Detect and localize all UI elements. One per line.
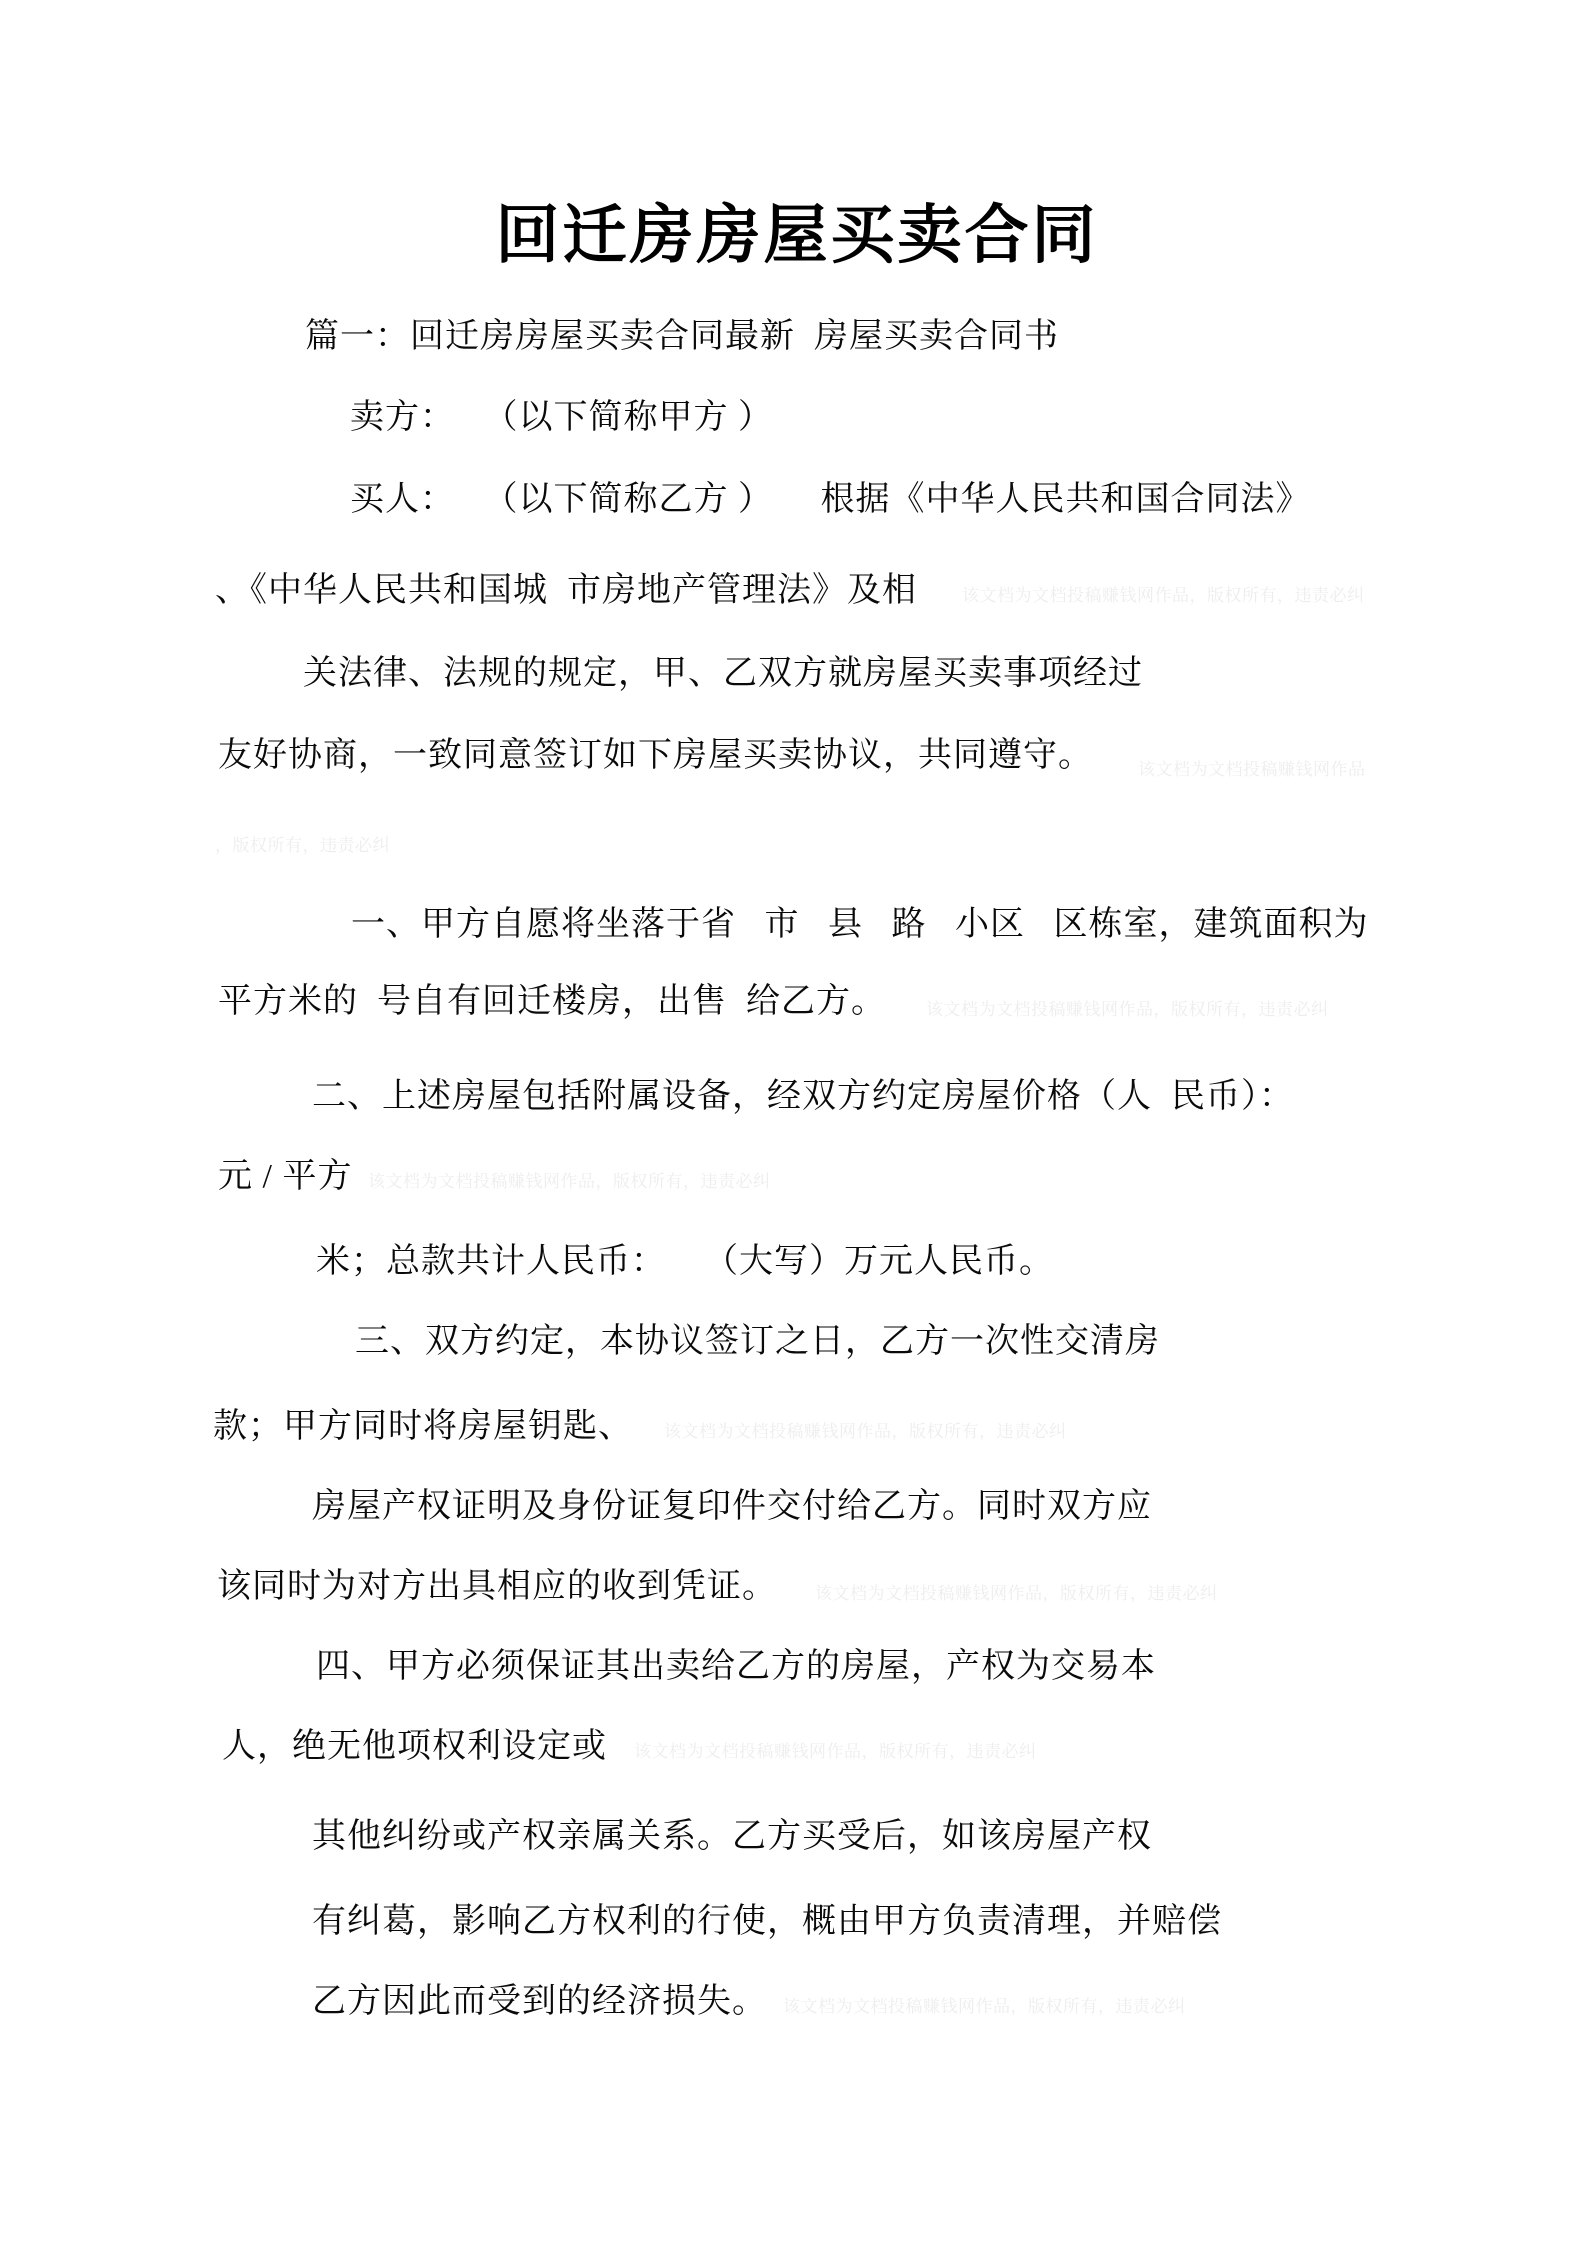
- text-line: 关法律、法规的规定，甲、乙双方就房屋买卖事项经过: [303, 655, 1143, 692]
- watermark-text: 该文档为文档投稿赚钱网作品，版权所有，违责必纠: [926, 1000, 1329, 1020]
- watermark-text: 该文档为文档投稿赚钱网作品: [1138, 760, 1366, 780]
- text-line: 篇一：回迁房房屋买卖合同最新 房屋买卖合同书: [305, 318, 1059, 355]
- text-line: 一、甲方自愿将坐落于省 市 县 路 小区 区栋室，建筑面积为: [351, 906, 1369, 943]
- watermark-text: 该文档为文档投稿赚钱网作品，版权所有，违责必纠: [664, 1422, 1067, 1442]
- text-line: 买人： （以下简称乙方 ） 根据《中华人民共和国合同法》: [350, 481, 1311, 518]
- text-line: 三、双方约定，本协议签订之日，乙方一次性交清房: [355, 1323, 1160, 1360]
- text-line: 四、甲方必须保证其出卖给乙方的房屋，产权为交易本: [316, 1648, 1156, 1685]
- watermark-text: 该文档为文档投稿赚钱网作品，版权所有，违责必纠: [815, 1584, 1218, 1604]
- text-line: 卖方： （以下简称甲方 ）: [350, 399, 773, 436]
- text-line: 平方米的 号自有回迁楼房，出售 给乙方。: [218, 983, 886, 1020]
- text-line: 元 / 平方: [218, 1158, 353, 1195]
- text-line: 乙方因此而受到的经济损失。: [312, 1983, 767, 2020]
- document-title: 回迁房房屋买卖合同: [495, 199, 1099, 271]
- text-line: 其他纠纷或产权亲属关系。乙方买受后，如该房屋产权: [312, 1818, 1152, 1855]
- text-line: 该同时为对方出具相应的收到凭证。: [217, 1568, 777, 1605]
- text-line: 二、上述房屋包括附属设备，经双方约定房屋价格（人 民币）：: [312, 1078, 1294, 1115]
- watermark-text: 该文档为文档投稿赚钱网作品，版权所有，违责必纠: [962, 586, 1365, 606]
- text-line: 友好协商，一致同意签订如下房屋买卖协议，共同遵守。: [218, 737, 1093, 774]
- text-line: 人，绝无他项权利设定或: [222, 1728, 607, 1765]
- text-line: 有纠葛，影响乙方权利的行使，概由甲方负责清理，并赔偿: [312, 1903, 1222, 1940]
- watermark-text: 该文档为文档投稿赚钱网作品，版权所有，违责必纠: [368, 1172, 771, 1192]
- watermark-text: 该文档为文档投稿赚钱网作品，版权所有，违责必纠: [783, 1997, 1186, 2017]
- text-line: 房屋产权证明及身份证复印件交付给乙方。同时双方应: [312, 1488, 1152, 1525]
- watermark-text: 该文档为文档投稿赚钱网作品，版权所有，违责必纠: [634, 1742, 1037, 1762]
- watermark-text: ，版权所有，违责必纠: [215, 836, 390, 856]
- text-line: 、《中华人民共和国城 市房地产管理法》及相: [215, 572, 917, 609]
- text-line: 米；总款共计人民币： （大写）万元人民币。: [316, 1243, 1054, 1280]
- text-line: 款；甲方同时将房屋钥匙、: [213, 1408, 633, 1445]
